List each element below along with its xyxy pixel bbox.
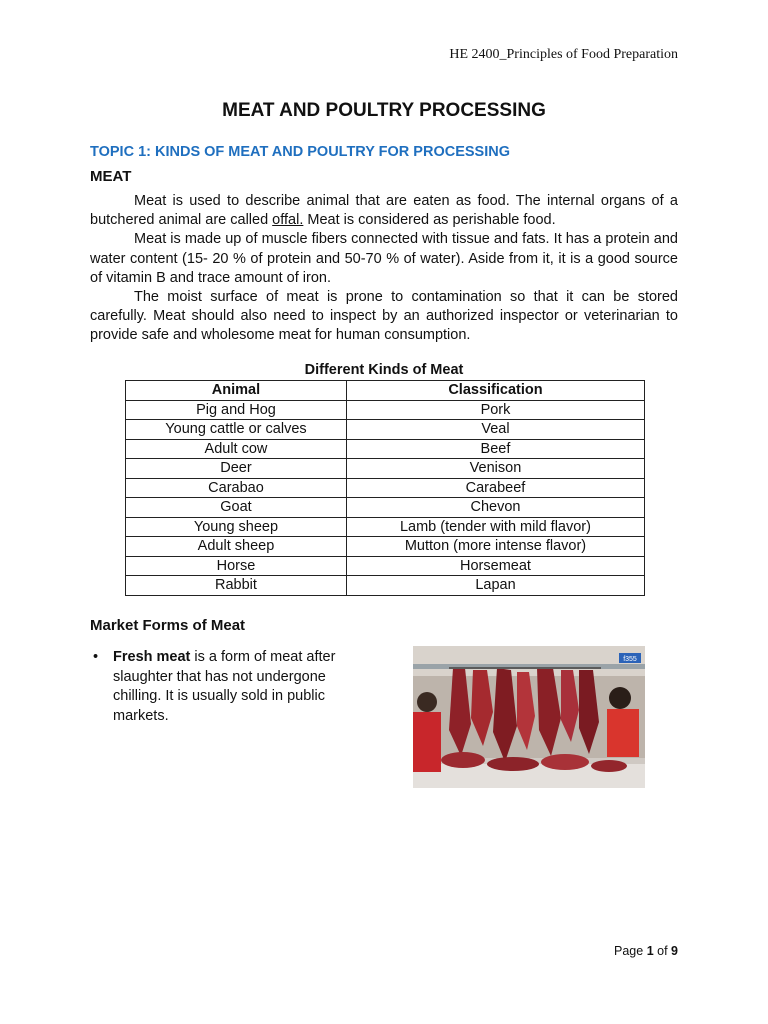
section-heading-meat: MEAT — [90, 168, 132, 185]
table-row — [126, 400, 645, 420]
table-caption: Different Kinds of Meat — [304, 362, 464, 378]
animal-cell: Young sheep — [126, 517, 347, 537]
total-pages: 9 — [671, 944, 678, 958]
table-row — [126, 420, 645, 440]
bullet-text — [113, 648, 363, 726]
page-title: MEAT AND POULTRY PROCESSING — [222, 100, 546, 121]
classification-cell: Beef — [346, 439, 644, 459]
stall-sign: f355 — [623, 656, 637, 663]
animal-cell: Goat — [126, 498, 347, 518]
bullet-dot: • — [93, 649, 99, 665]
table-row — [126, 556, 645, 576]
classification-cell: Venison — [346, 459, 644, 479]
animal-cell: Adult sheep — [126, 537, 347, 557]
offal-term: offal. — [272, 212, 304, 229]
column-header-classification: Classification — [346, 381, 644, 401]
animal-cell: Pig and Hog — [126, 400, 347, 420]
table-row — [126, 478, 645, 498]
animal-cell: Horse — [126, 556, 347, 576]
market-forms-heading: Market Forms of Meat — [90, 617, 246, 634]
table-row — [126, 537, 645, 557]
animal-cell: Young cattle or calves — [126, 420, 347, 440]
classification-cell: Lapan — [346, 576, 644, 596]
current-page: 1 — [646, 944, 654, 958]
animal-cell: Adult cow — [126, 439, 347, 459]
meat-market-illustration — [413, 646, 645, 788]
animal-cell: Carabao — [126, 478, 347, 498]
classification-cell: Veal — [346, 420, 644, 440]
table-row — [126, 439, 645, 459]
fresh-meat-term: Fresh meat — [113, 649, 191, 665]
kinds-of-meat-table — [125, 380, 645, 596]
table-row — [126, 459, 645, 479]
table-row — [126, 576, 645, 596]
classification-cell: Chevon — [346, 498, 644, 518]
topic-heading: TOPIC 1: KINDS OF MEAT AND POULTRY FOR PROCESSING — [90, 144, 510, 160]
animal-cell: Deer — [126, 459, 347, 479]
of-label: of — [657, 944, 668, 958]
paragraph-1-end: Meat is considered as perishable food. — [303, 212, 556, 229]
classification-cell: Carabeef — [346, 478, 644, 498]
paragraph-1 — [90, 192, 678, 230]
fresh-meat-bullet — [93, 648, 363, 726]
column-header-animal: Animal — [126, 381, 347, 401]
meat-market-photo — [413, 646, 645, 788]
table-header-row — [126, 381, 645, 401]
classification-cell: Pork — [346, 400, 644, 420]
fresh-meat-definition: is a form of meat after slaughter that has not undergone chilling. It is usually sold in public markets. — [113, 649, 336, 724]
table-row — [126, 517, 645, 537]
animal-cell: Rabbit — [126, 576, 347, 596]
classification-cell: Horsemeat — [346, 556, 644, 576]
paragraph-3: The moist surface of meat is prone to contamination so that it can be stored carefully. Meat should also need to inspect by an authorized inspector or veterinarian to provide safe and wholesome meat for human consumption. — [90, 289, 678, 344]
classification-cell: Mutton (more intense flavor) — [346, 537, 644, 557]
meat-description — [90, 192, 678, 346]
course-header: HE 2400_Principles of Food Preparation — [449, 47, 678, 62]
page-footer — [614, 944, 678, 958]
classification-cell: Lamb (tender with mild flavor) — [346, 517, 644, 537]
paragraph-1-start: Meat is used to describe animal that are eaten as food. The internal organs of a butchered animal are called — [90, 193, 678, 229]
page-label: Page — [614, 944, 644, 958]
paragraph-2: Meat is made up of muscle fibers connected with tissue and fats. It has a protein and water content (15- 20 % of protein and 50-70 % of water). Aside from it, it is a good source of vitamin B and trace amount of iron. — [90, 231, 678, 286]
table-row — [126, 498, 645, 518]
